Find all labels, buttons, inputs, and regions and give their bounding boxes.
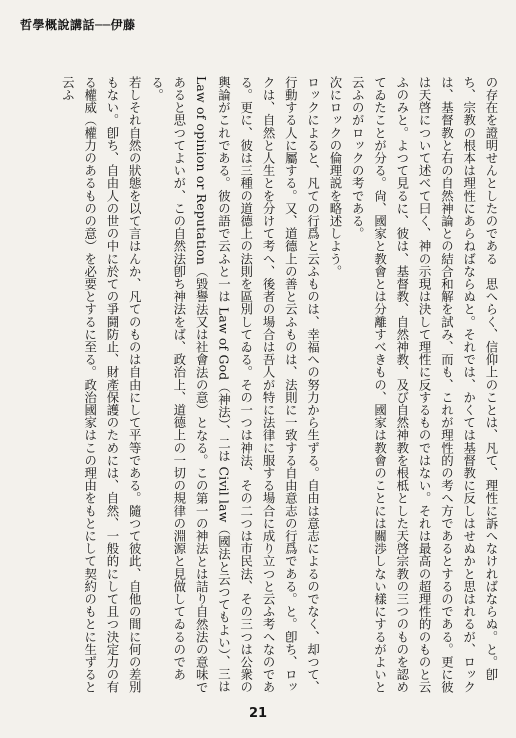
paragraph: の存在を證明せんとしたのである 思へらく、信仰上のことは、凡て、理性に訴へなければならぬ。と。卽ち、宗教の根本は理性にあらねばならぬと。それでは、かくては基督教に反しはせぬかと思はれるが、ロックは、基督教と右の自然神論との結合和解を試み、而も、これが理性的の考へ方であるとするのである。更に彼は天啓について述べて曰く、神の示現は決して理性に反するものではない。それは最高の超理性的のものと云ふのみと。よつて見るに、彼は、基督教、自然神教、及び自然神教を根柢とした天啓宗教の三つのものを認めてゐたことが分る。尙、國家と教會とは分離すべきもの、國家は教會のことには關渉しない樣にするがよいと云ふのがロックの考である。 [350,76,499,694]
running-header: 哲學概說講話──伊藤 [20,18,136,32]
body-text [56,76,502,696]
page-number: 21 [248,706,268,721]
paragraph: ロックによると、凡ての行爲と云ふものは、幸福への努力から生ずる。自由は意志によるのでなく、却つて、行動する人に屬する。又、道德上の善と云ふものは、法則に一致する自由意志の行爲である。と。卽ち、ロックは、自然と人生とを分けて考へ、後者の場合は吾人が特に法律に服する場合に成り立つと云ふ考へなのである。更に、彼は三種の道德上の法則を區別してゐる。その一つは神法、その二つは市民法、その三つは公衆の輿論がこれである。彼の語で云ふと一は Law of God（神法）、二は Civil law（國法と云つてもよい）、三は Law of opinion or Reputation（毀譽法又は社會法の意）となる。この第一の神法とは詰り自然法の意味であると思つてよいが、この自然法卽ち神法をば、政治上、道德上の一切の規律の淵源と見做してゐるのである。 [149,76,321,694]
paragraph: 次にロックの倫理説を略述しよう。 [327,76,343,278]
paragraph: 若しそれ自然の狀態を以て言はんか、凡てのものは自由にして平等である。隨つて彼此、自他の間に何の差別もない。卽ち、自由人の世の中に於ての爭鬪防止、財產保護のためには、自然、一般的にして且つ決定力の有る權威（權力のあるものの意）を必要とするに至る。政治國家はこの理由をもとにして契約のもとに生ずると云ふ [60,76,143,694]
